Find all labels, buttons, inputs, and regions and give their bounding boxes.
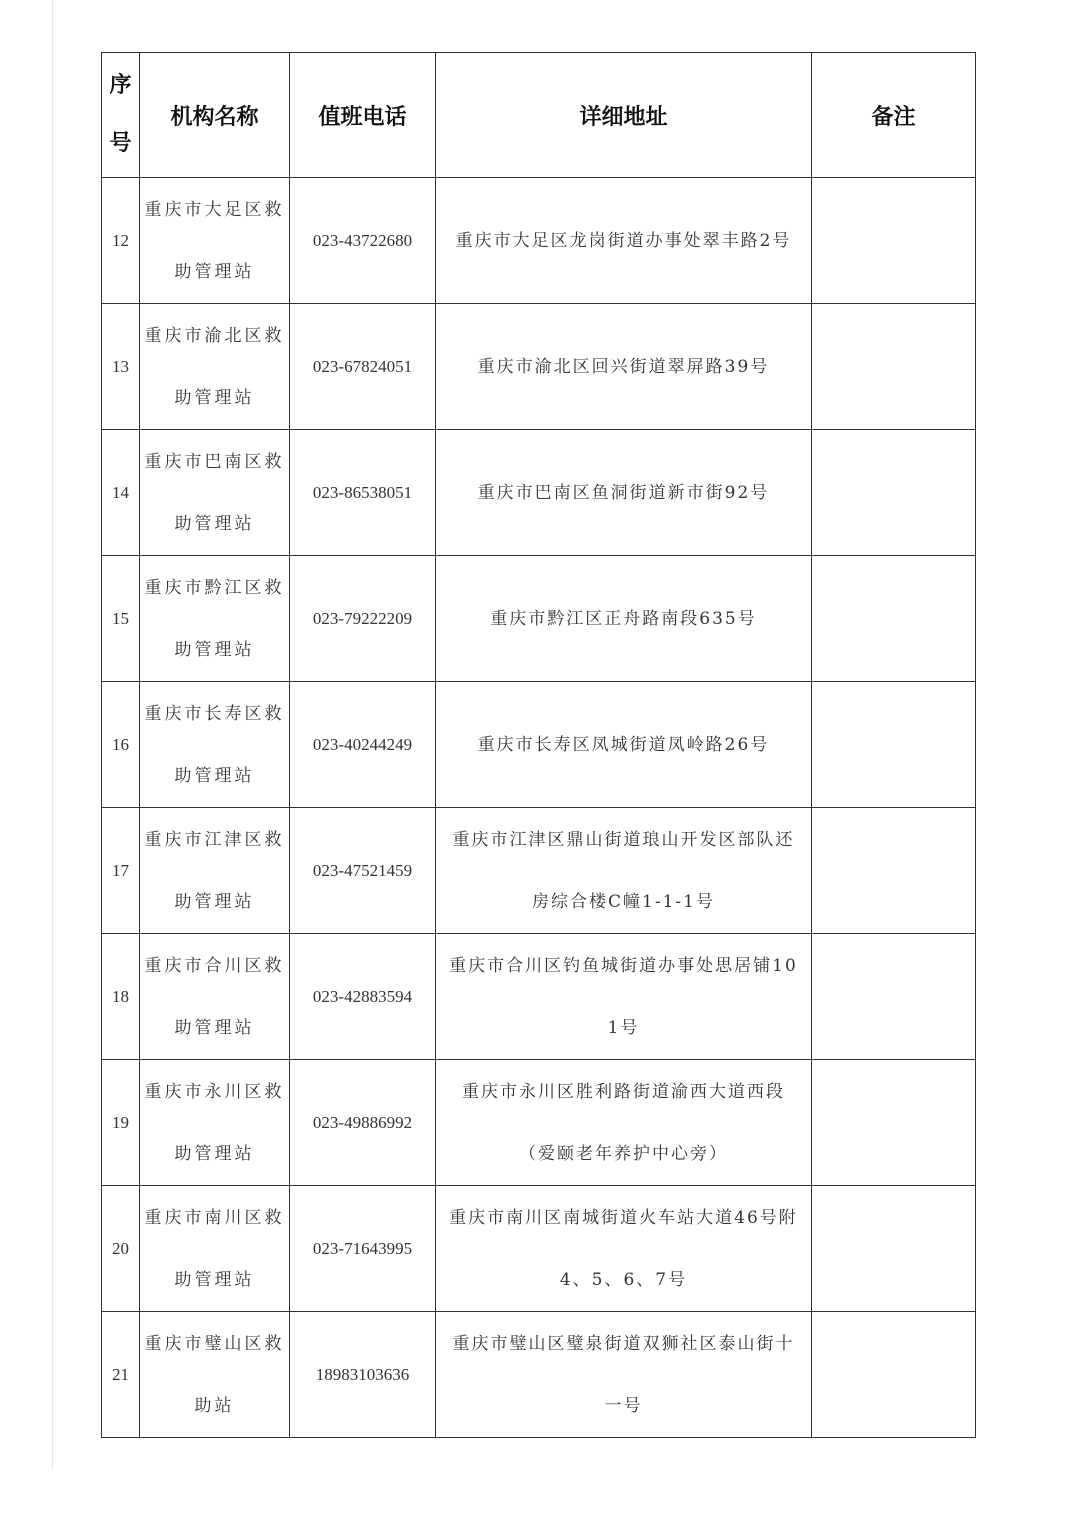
row-address: [436, 808, 812, 934]
row-institution-name: [140, 556, 290, 682]
row-name-line2: 助管理站: [174, 765, 255, 786]
table-row: [102, 1186, 976, 1312]
row-name-line1: 重庆市渝北区救: [144, 325, 285, 346]
row-address-line1: 重庆市渝北区回兴街道翠屏路39号: [477, 356, 770, 377]
row-institution-name: [140, 1312, 290, 1438]
row-remark: [812, 430, 976, 556]
row-remark: [812, 556, 976, 682]
row-name-line1: 重庆市璧山区救: [144, 1333, 285, 1354]
header-row: [102, 53, 976, 178]
row-remark: [812, 1060, 976, 1186]
row-address: [436, 682, 812, 808]
row-remark: [812, 1312, 976, 1438]
row-serial-number: 16: [102, 682, 140, 808]
row-serial-number: 18: [102, 934, 140, 1060]
row-duty-phone: 023-71643995: [290, 1186, 436, 1312]
row-duty-phone: 023-40244249: [290, 682, 436, 808]
row-address-line1: 重庆市璧山区璧泉街道双狮社区泰山街十: [452, 1333, 795, 1354]
table-row: [102, 178, 976, 304]
row-serial-number: 14: [102, 430, 140, 556]
row-serial-number: 20: [102, 1186, 140, 1312]
row-name-line2: 助站: [194, 1395, 235, 1416]
row-remark: [812, 808, 976, 934]
row-address: [436, 1312, 812, 1438]
table-row: [102, 430, 976, 556]
header-serial-number-line2: 号: [109, 131, 132, 156]
row-remark: [812, 682, 976, 808]
row-address-line1: 重庆市江津区鼎山街道琅山开发区部队还: [452, 829, 795, 850]
header-address: 详细地址: [436, 53, 812, 178]
row-address-line1: 重庆市大足区龙岗街道办事处翠丰路2号: [455, 230, 792, 251]
table-row: [102, 682, 976, 808]
header-institution-name: 机构名称: [140, 53, 290, 178]
row-name-line2: 助管理站: [174, 639, 255, 660]
row-name-line2: 助管理站: [174, 1143, 255, 1164]
row-name-line1: 重庆市南川区救: [144, 1207, 285, 1228]
rescue-station-table: [101, 52, 976, 1438]
row-duty-phone: 023-86538051: [290, 430, 436, 556]
row-name-line2: 助管理站: [174, 261, 255, 282]
row-address: [436, 304, 812, 430]
header-duty-phone: 值班电话: [290, 53, 436, 178]
table-row: [102, 304, 976, 430]
row-address: [436, 178, 812, 304]
row-address: [436, 430, 812, 556]
row-address-line2: （爱颐老年养护中心旁）: [519, 1143, 728, 1164]
row-name-line1: 重庆市永川区救: [144, 1081, 285, 1102]
table-row: [102, 1060, 976, 1186]
row-name-line2: 助管理站: [174, 1269, 255, 1290]
row-address: [436, 556, 812, 682]
row-duty-phone: 023-42883594: [290, 934, 436, 1060]
row-duty-phone: 023-47521459: [290, 808, 436, 934]
row-institution-name: [140, 1186, 290, 1312]
row-name-line1: 重庆市黔江区救: [144, 577, 285, 598]
row-remark: [812, 304, 976, 430]
row-address-line2: 房综合楼C幢1-1-1号: [532, 891, 715, 912]
row-remark: [812, 934, 976, 1060]
row-institution-name: [140, 304, 290, 430]
row-duty-phone: 023-43722680: [290, 178, 436, 304]
row-address-line1: 重庆市南川区南城街道火车站大道46号附: [449, 1207, 798, 1228]
header-serial-number: [102, 53, 140, 178]
row-institution-name: [140, 808, 290, 934]
row-institution-name: [140, 430, 290, 556]
row-name-line1: 重庆市大足区救: [144, 199, 285, 220]
row-address: [436, 1186, 812, 1312]
row-name-line1: 重庆市合川区救: [144, 955, 285, 976]
row-address-line1: 重庆市永川区胜利路街道渝西大道西段: [462, 1081, 785, 1102]
table-row: [102, 808, 976, 934]
table-row: [102, 934, 976, 1060]
row-name-line2: 助管理站: [174, 891, 255, 912]
row-name-line2: 助管理站: [174, 387, 255, 408]
row-name-line1: 重庆市长寿区救: [144, 703, 285, 724]
row-name-line1: 重庆市巴南区救: [144, 451, 285, 472]
row-serial-number: 17: [102, 808, 140, 934]
row-address-line1: 重庆市巴南区鱼洞街道新市街92号: [477, 482, 770, 503]
row-address: [436, 934, 812, 1060]
row-duty-phone: 023-79222209: [290, 556, 436, 682]
row-serial-number: 13: [102, 304, 140, 430]
row-name-line1: 重庆市江津区救: [144, 829, 285, 850]
row-duty-phone: 023-67824051: [290, 304, 436, 430]
row-address-line1: 重庆市合川区钓鱼城街道办事处思居铺10: [449, 955, 798, 976]
row-name-line2: 助管理站: [174, 513, 255, 534]
header-remark: 备注: [812, 53, 976, 178]
row-address: [436, 1060, 812, 1186]
row-address-line1: 重庆市长寿区凤城街道凤岭路26号: [477, 734, 770, 755]
page-margin-line: [52, 0, 53, 1470]
row-institution-name: [140, 934, 290, 1060]
table-row: [102, 1312, 976, 1438]
row-institution-name: [140, 178, 290, 304]
row-address-line2: 1号: [607, 1017, 640, 1038]
row-duty-phone: 18983103636: [290, 1312, 436, 1438]
row-address-line2: 一号: [604, 1395, 643, 1416]
row-duty-phone: 023-49886992: [290, 1060, 436, 1186]
row-institution-name: [140, 1060, 290, 1186]
table-row: [102, 556, 976, 682]
row-serial-number: 15: [102, 556, 140, 682]
row-serial-number: 21: [102, 1312, 140, 1438]
row-remark: [812, 178, 976, 304]
row-serial-number: 12: [102, 178, 140, 304]
header-serial-number-line1: 序: [109, 73, 132, 98]
row-address-line2: 4、5、6、7号: [559, 1269, 688, 1290]
row-institution-name: [140, 682, 290, 808]
row-name-line2: 助管理站: [174, 1017, 255, 1038]
row-address-line1: 重庆市黔江区正舟路南段635号: [490, 608, 757, 629]
row-remark: [812, 1186, 976, 1312]
row-serial-number: 19: [102, 1060, 140, 1186]
